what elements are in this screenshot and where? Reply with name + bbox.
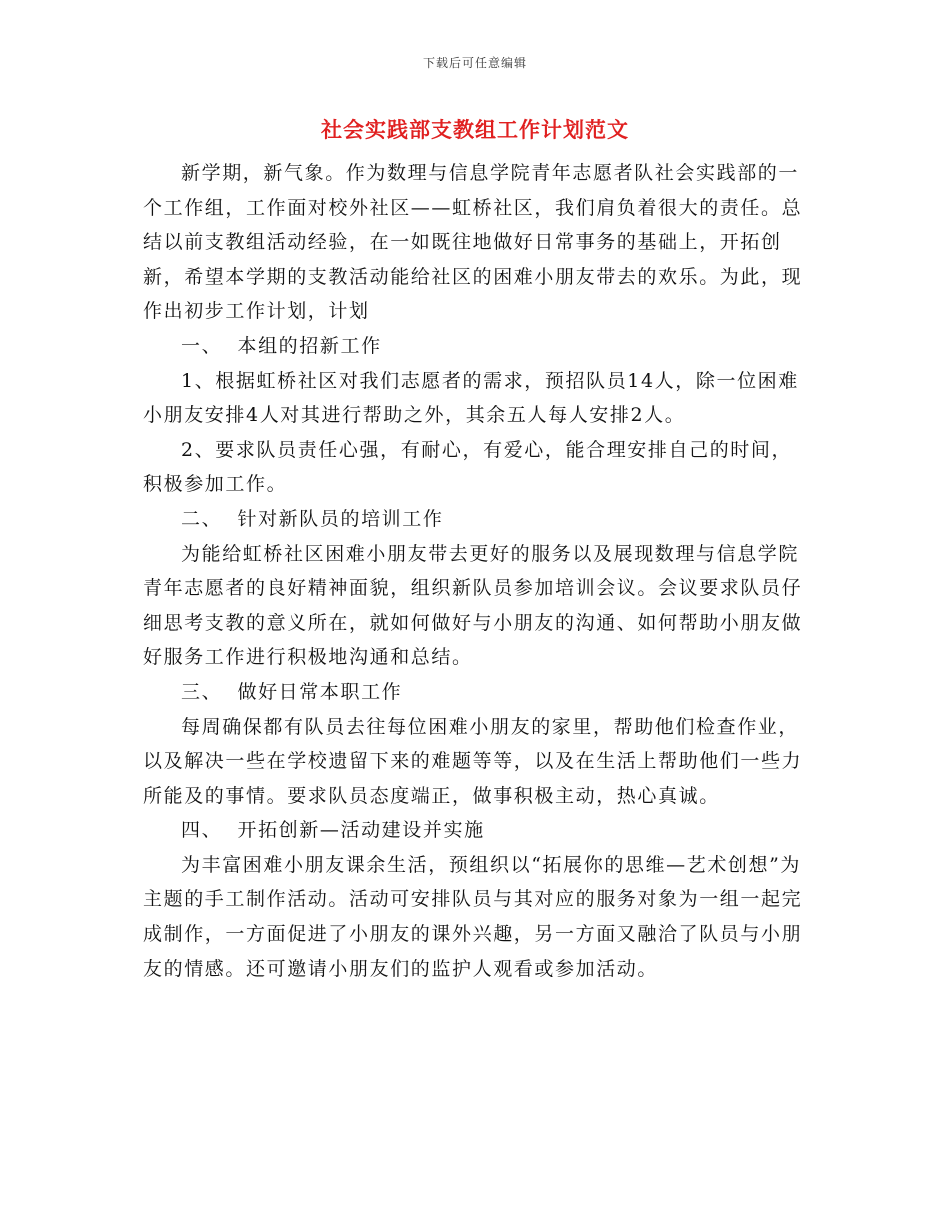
section-1-paragraph-2: 2、要求队员责任心强，有耐心，有爱心，能合理安排自己的时间，积极参加工作。 bbox=[143, 438, 793, 496]
section-3-heading: 三、 做好日常本职工作 bbox=[181, 680, 403, 703]
section-4-heading: 四、 开拓创新—活动建设并实施 bbox=[181, 819, 485, 842]
section-3-paragraph-1: 每周确保都有队员去往每位困难小朋友的家里，帮助他们检查作业，以及解决一些在学校遗留下来的难题等等，以及在生活上帮助他们一些力所能及的事情。要求队员态度端正，做事积极主动，热心真诚。 bbox=[143, 715, 803, 807]
section-1-heading: 一、 本组的招新工作 bbox=[181, 334, 382, 357]
document-title: 社会实践部支教组工作计划范文 bbox=[321, 117, 629, 142]
section-2-paragraph-1: 为能给虹桥社区困难小朋友带去更好的服务以及展现数理与信息学院青年志愿者的良好精神面貌，组织新队员参加培训会议。会议要求队员仔细思考支教的意义所在，就如何做好与小朋友的沟通、如何帮助小朋友做好服务工作进行积极地沟通和总结。 bbox=[143, 542, 803, 669]
section-4-paragraph-1: 为丰富困难小朋友课余生活，预组织以“拓展你的思维—艺术创想”为主题的手工制作活动。活动可安排队员与其对应的服务对象为一组一起完成制作，一方面促进了小朋友的课外兴趣，另一方面又融洽了队员与小朋友的情感。还可邀请小朋友们的监护人观看或参加活动。 bbox=[143, 853, 803, 980]
section-2-heading: 二、 针对新队员的培训工作 bbox=[181, 507, 444, 530]
document-body bbox=[143, 156, 811, 986]
intro-paragraph: 新学期，新气象。作为数理与信息学院青年志愿者队社会实践部的一个工作组，工作面对校外社区——虹桥社区，我们肩负着很大的责任。总结以前支教组活动经验，在一如既往地做好日常事务的基础上，开拓创新，希望本学期的支教活动能给社区的困难小朋友带去的欢乐。为此，现作出初步工作计划，计划 bbox=[143, 162, 803, 323]
header-note: 下载后可任意编辑 bbox=[422, 56, 527, 70]
section-1-paragraph-1: 1、根据虹桥社区对我们志愿者的需求，预招队员14人，除一位困难小朋友安排4人对其进行帮助之外，其余五人每人安排2人。 bbox=[143, 369, 799, 427]
